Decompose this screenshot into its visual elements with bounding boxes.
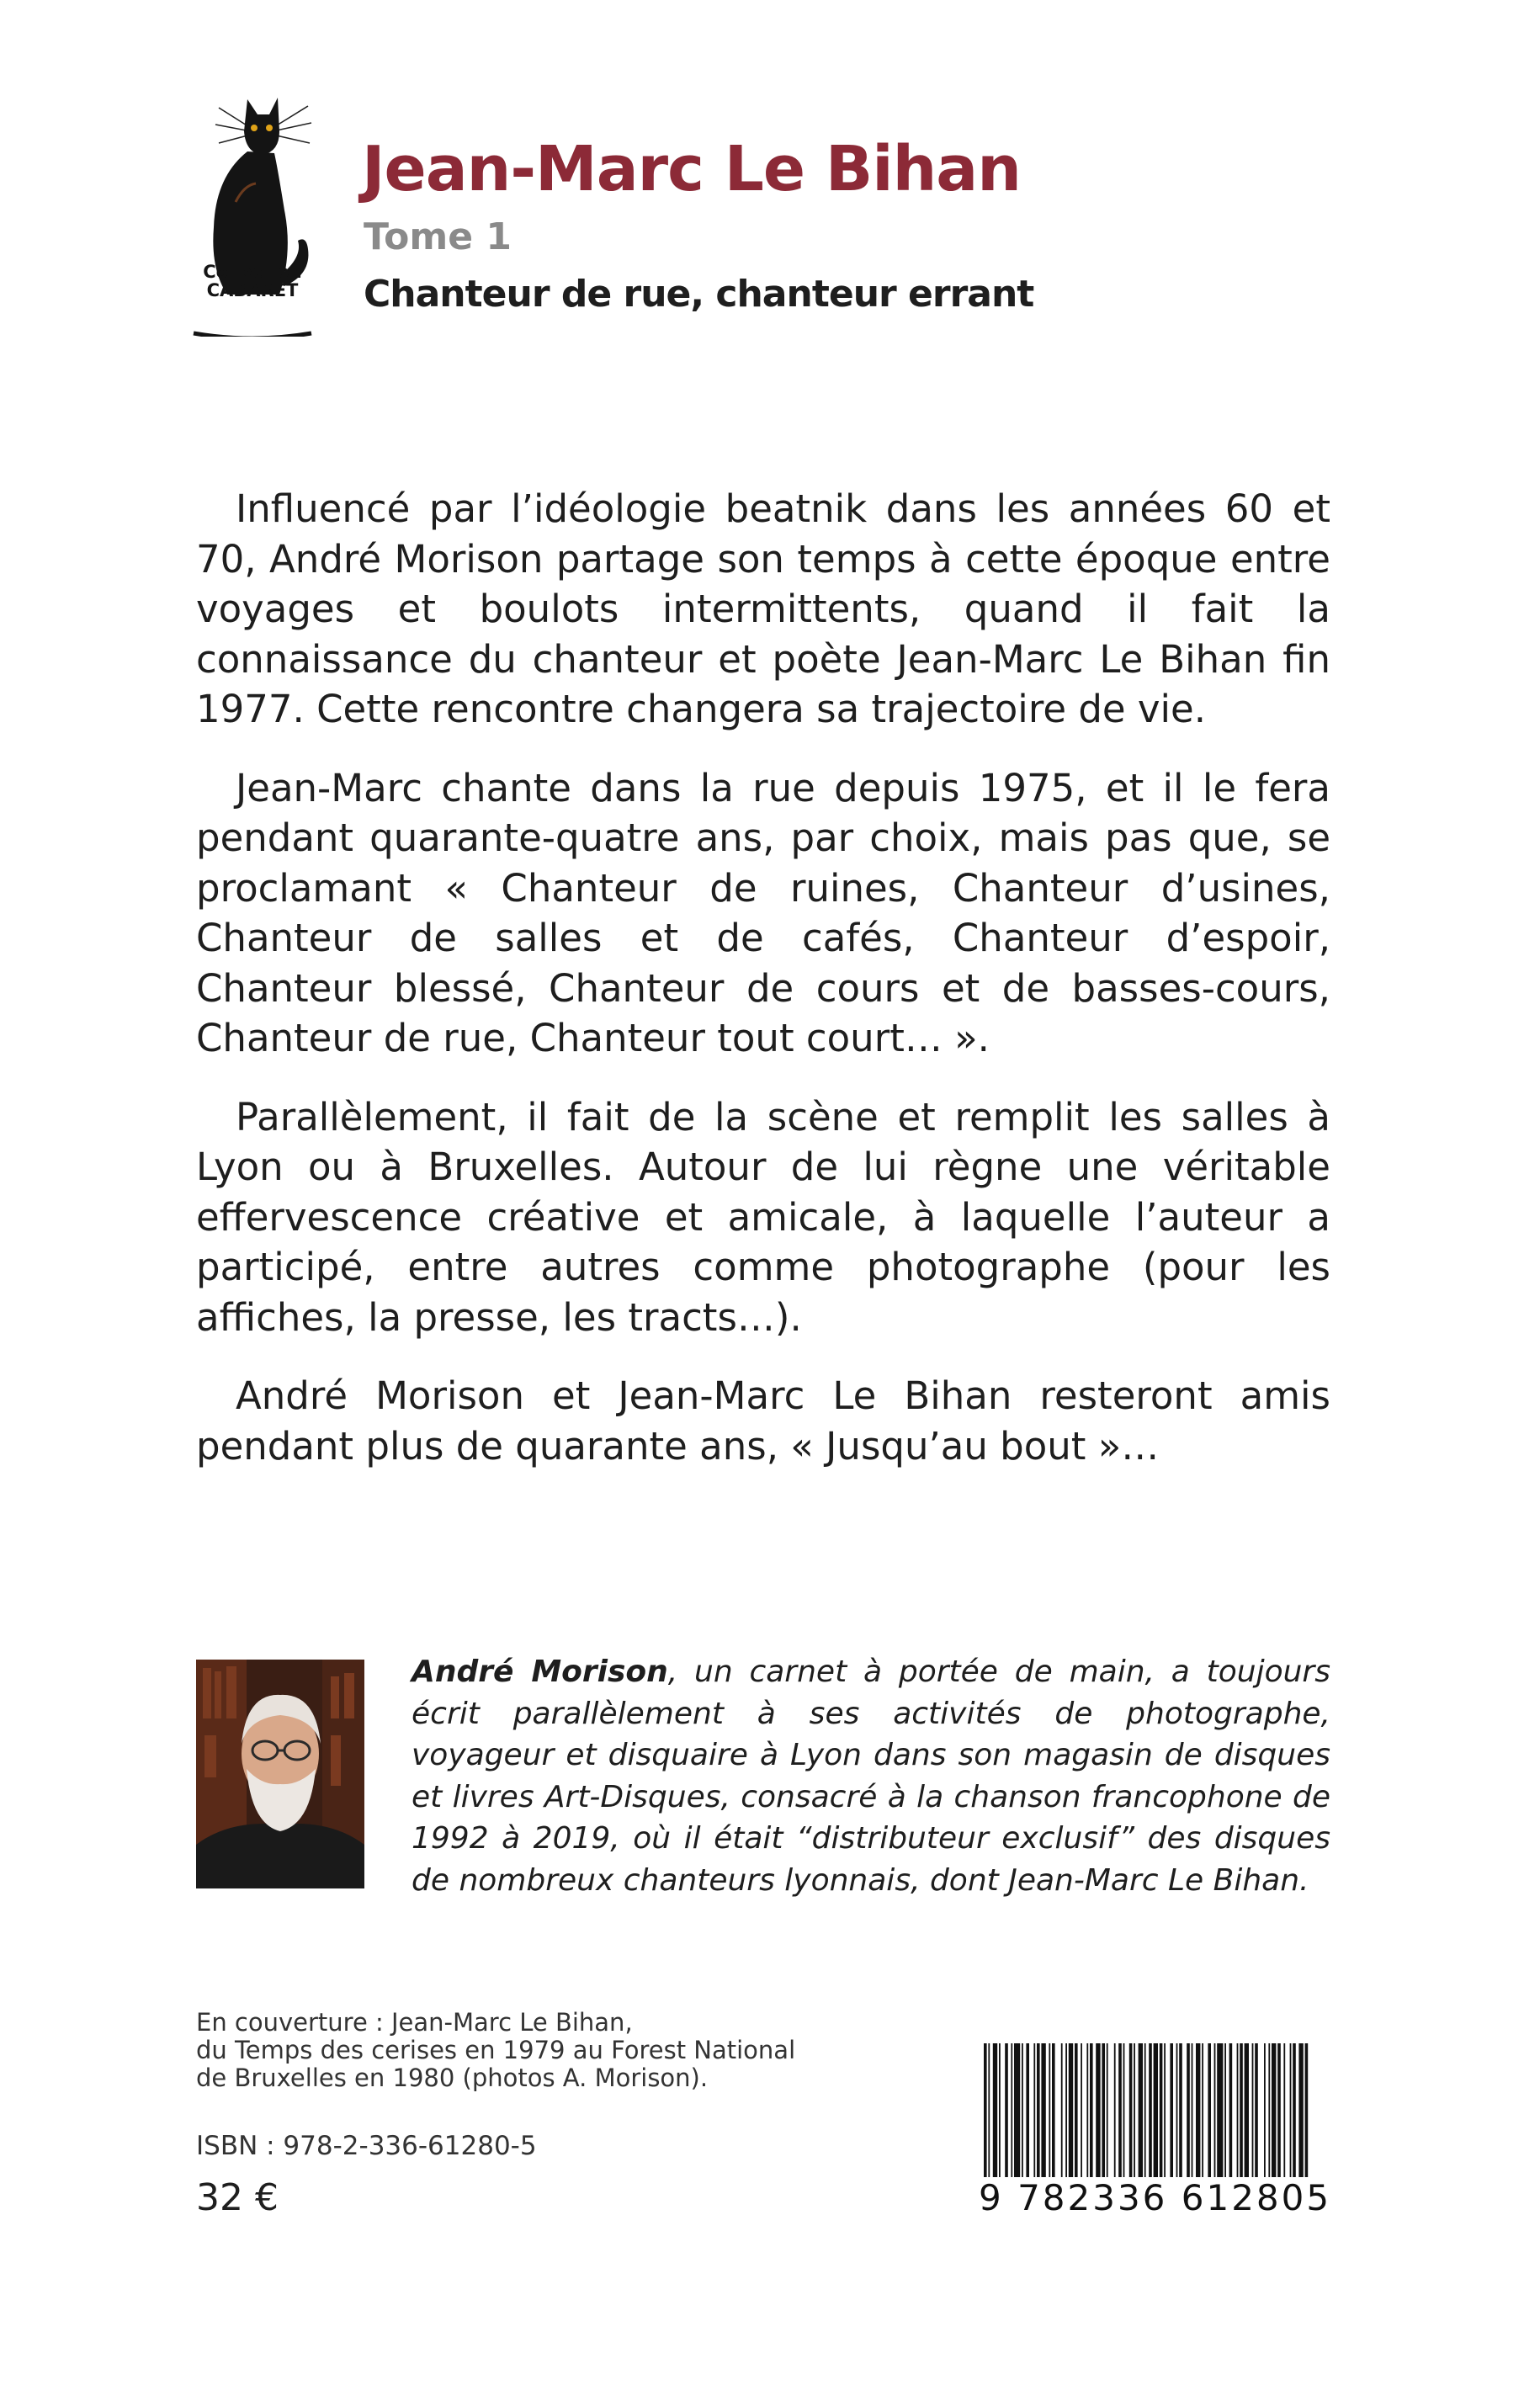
author-bio (412, 1651, 1330, 1901)
isbn: ISBN : 978-2-336-61280-5 (196, 2131, 537, 2161)
collection-line2: CABARET (206, 280, 299, 300)
collection-cabaret-logo (185, 84, 320, 337)
collection-line1: Collection (203, 262, 302, 282)
tome-label: Tome 1 (364, 215, 512, 258)
author-name: Jean-Marc Le Bihan (362, 133, 1021, 205)
cover-credit (196, 2009, 886, 2092)
credit-line: En couverture : Jean-Marc Le Bihan, (196, 2008, 633, 2037)
blurb (196, 484, 1330, 1500)
blurb-paragraph: Influencé par l’idéologie beatnik dans les années 60 et 70, André Morison partage son temps à cette époque entre voyages et boulots intermittents, quand il fait la connaissance du chanteur et poète Jean-Marc Le Bihan fin 1977. Cette rencontre changera sa trajectoire de vie. (196, 486, 1330, 731)
bio-author-name: André Morison (412, 1655, 668, 1689)
author-portrait-image (196, 1660, 364, 1888)
credit-line: du Temps des cerises en 1979 au Forest National (196, 2036, 796, 2064)
author-photo (196, 1660, 364, 1888)
bio-text: , un carnet à portée de main, a toujours écrit parallèlement à ses activités de photographe, voyageur et disquaire à Lyon dans son magasin de disques et livres Art-Disques, consacré à la chanson francophone de 1992 à 2019, où il était “distributeur exclusif” des disques de nombreux chanteurs lyonnais, dont Jean-Marc Le Bihan. (412, 1655, 1330, 1898)
credit-line: de Bruxelles en 1980 (photos A. Morison). (196, 2064, 709, 2092)
blurb-paragraph: Parallèlement, il fait de la scène et remplit les salles à Lyon ou à Bruxelles. Autour de lui règne une véritable effervescence créative et amicale, à laquelle l’auteur a participé, entre autres comme photographe (pour les affiches, la presse, les tracts…). (196, 1094, 1330, 1340)
book-subtitle: Chanteur de rue, chanteur errant (364, 273, 1034, 316)
barcode-digits: 9 782336 612805 (979, 2177, 1332, 2218)
barcode-bars (979, 2043, 1314, 2191)
collection-label (185, 263, 320, 300)
blurb-paragraph: Jean-Marc chante dans la rue depuis 1975, et il le fera pendant quarante-quatre ans, par choix, mais pas que, se proclamant « Chanteur de ruines, Chanteur d’usines, Chanteur de salles et de cafés, Chanteur d’espoir, Chanteur blessé, Chanteur de cours et de basses-cours, Chanteur de rue, Chanteur tout court… ». (196, 765, 1330, 1060)
blurb-paragraph: André Morison et Jean-Marc Le Bihan resteront amis pendant plus de quarante ans, « Jusqu’au bout »… (196, 1373, 1330, 1469)
price: 32 € (196, 2176, 279, 2219)
